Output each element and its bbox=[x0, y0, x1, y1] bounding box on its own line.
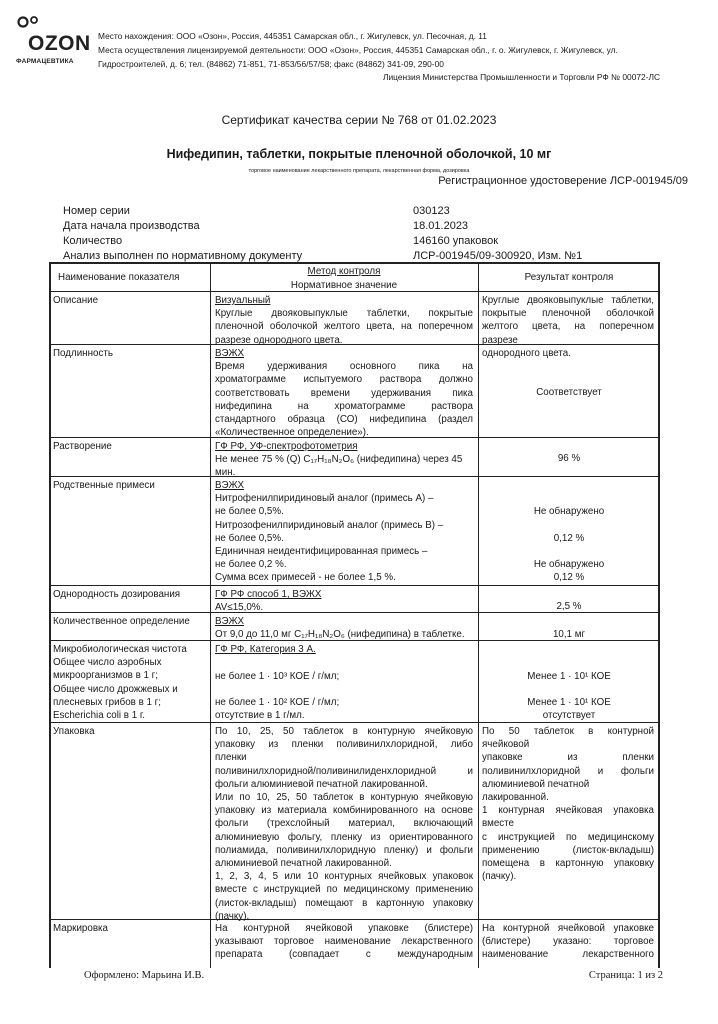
packaging-result-block bbox=[482, 725, 654, 883]
impurities-norm-line: не более 0,5%. bbox=[215, 506, 284, 518]
impurities-method: ВЭЖХ bbox=[215, 480, 245, 491]
registration-number: Регистрационное удостоверение ЛСР-001945/09 bbox=[438, 175, 688, 187]
micro-name-line: Общее число аэробных bbox=[53, 657, 162, 669]
identity-norm-line: нифедипина на хроматограмме раствора bbox=[215, 400, 473, 412]
header-address: Место нахождения: ООО «Озон», Россия, 445351 Самарская обл., г. Жигулевск, ул. Песочная, д. 11 bbox=[98, 31, 487, 41]
row-line bbox=[49, 585, 660, 586]
description-norm-line: Круглые двояковыпуклые таблетки, покрытые bbox=[215, 308, 473, 320]
description-result-line: покрытые пленочной оболочкой bbox=[482, 308, 654, 320]
identity-norm-line: соответствовать времени удерживания пика bbox=[215, 387, 473, 399]
description-result-block bbox=[482, 294, 654, 360]
micro-norm-fungi: не более 1 · 10² КОЕ / г/мл; bbox=[215, 697, 340, 708]
info-value-document: ЛСР-001945/09-300920, Изм. №1 bbox=[413, 250, 583, 262]
packaging-norm-line: (пачку). bbox=[215, 910, 250, 922]
row-name-dissolution: Растворение bbox=[53, 441, 112, 452]
identity-method: ВЭЖХ bbox=[215, 348, 245, 359]
packaging-norm-line: фольги (трехслойный материал, включающий bbox=[215, 818, 473, 830]
footer-prepared-by: Оформлено: Марьина И.В. bbox=[84, 970, 205, 981]
identity-norm-line: стандартного образца (СО) нифедипина (раздел bbox=[215, 414, 473, 426]
dissolution-method-block bbox=[215, 440, 473, 480]
micro-result-fungi: Менее 1 · 10¹ КОЕ bbox=[527, 697, 611, 708]
packaging-norm-line: Или по 10, 25, 50 таблеток в контурную ячейковую bbox=[215, 792, 473, 804]
description-result-line: однородного цвета. bbox=[482, 347, 571, 359]
logo-subtitle: ФАРМАЦЕВТИКА bbox=[16, 58, 74, 65]
micro-norm-aerobic: не более 1 · 10³ КОЕ / г/мл; bbox=[215, 671, 340, 682]
packaging-result-line: с инструкцией по медицинскому bbox=[482, 831, 654, 843]
packaging-norm-line: вместе с инструкцией по медицинскому применению bbox=[215, 884, 473, 896]
assay-result: 10,1 мг bbox=[552, 629, 586, 640]
micro-result-ecoli: отсутствует bbox=[542, 710, 596, 721]
impurities-norm-line: Нитрофенилпиридиновый аналог (примесь А) – bbox=[215, 493, 434, 505]
packaging-norm-line: (листок-вкладыш) помещают в картонную упаковку bbox=[215, 897, 473, 909]
packaging-result-line: упаковке из пленки bbox=[482, 752, 654, 764]
description-result-line: Круглые двояковыпуклые таблетки, bbox=[482, 295, 654, 306]
impurities-norm-line: не более 0,5%. bbox=[215, 532, 284, 544]
row-name-description: Описание bbox=[53, 295, 99, 306]
packaging-norm-line: упаковку из материала комбинированного на основе bbox=[215, 805, 473, 817]
description-method-block bbox=[215, 294, 473, 347]
marking-result-line: наименование лекарственного bbox=[482, 949, 654, 961]
uniformity-method: ГФ РФ способ 1, ВЭЖХ bbox=[215, 589, 322, 600]
impurities-norm-line: Сумма всех примесей - не более 1,5 %. bbox=[215, 572, 396, 584]
packaging-result-line: поливинилхлоридной и фольги bbox=[482, 765, 654, 777]
certificate-title: Сертификат качества серии № 768 от 01.02.2023 bbox=[221, 113, 497, 127]
header-license-places: Места осуществления лицензируемой деятельности: ООО «Озон», Россия, 445351 Самарская обл., г. о. Жигулевск, г. Жигулевск, ул. bbox=[98, 45, 618, 55]
packaging-result-line: По 50 таблеток в контурной ячейковой bbox=[482, 726, 654, 751]
table-border-left bbox=[49, 262, 51, 968]
header-indicator: Наименование показателя bbox=[58, 272, 180, 283]
impurities-result-a: Не обнаружено bbox=[533, 506, 605, 517]
header-method: Метод контроля bbox=[307, 266, 381, 277]
impurities-norm-line: не более 0,2 %. bbox=[215, 559, 287, 571]
identity-result: Соответствует bbox=[536, 387, 602, 398]
packaging-result-line: (пачку). bbox=[482, 871, 517, 883]
marking-norm-line: На контурной ячейковой упаковке (блистере) bbox=[215, 923, 473, 934]
row-name-impurities: Родственные примеси bbox=[53, 480, 155, 491]
packaging-norm-line: пленки bbox=[215, 752, 247, 764]
packaging-norm-line: упаковку из пленки поливинилхлоридной, либо bbox=[215, 739, 473, 751]
info-label-quantity: Количество bbox=[63, 235, 123, 247]
packaging-norm-line: поливинилхлоридной/поливинилиденхлоридной и bbox=[215, 765, 473, 777]
product-title: Нифедипин, таблетки, покрытые пленочной оболочкой, 10 мг bbox=[166, 147, 552, 161]
impurities-norm-line: Нитрозофенилпиридиновый аналог (примесь В) – bbox=[215, 519, 444, 531]
row-name-assay: Количественное определение bbox=[53, 616, 190, 627]
packaging-norm-line: 1, 2, 3, 4, 5 или 10 контурных ячейковых упаковок bbox=[215, 871, 473, 883]
marking-result-line: (блистере) указано: торговое bbox=[482, 936, 654, 948]
table-col-divider-2 bbox=[478, 262, 479, 968]
identity-method-block bbox=[215, 347, 473, 439]
uniformity-method-block bbox=[215, 588, 473, 614]
description-result-line: желтого цвета, на поперечном разрезе bbox=[482, 321, 654, 346]
packaging-norm-block bbox=[215, 725, 473, 923]
row-name-identity: Подлинность bbox=[53, 348, 113, 359]
row-name-packaging: Упаковка bbox=[53, 726, 95, 737]
micro-method: ГФ РФ, Категория 3 А. bbox=[215, 644, 316, 655]
marking-result-block bbox=[482, 922, 654, 962]
row-name-uniformity: Однородность дозирования bbox=[53, 589, 181, 600]
identity-norm-line: Время удерживания основного пика на bbox=[215, 361, 473, 373]
impurities-norm-line: Единичная неидентифицированная примесь – bbox=[215, 546, 428, 558]
micro-name-line: микроорганизмов в 1 г; bbox=[53, 670, 158, 682]
dissolution-result: 96 % bbox=[557, 453, 581, 464]
micro-name-line: Escherichia coli в 1 г. bbox=[53, 710, 145, 722]
info-value-date: 18.01.2023 bbox=[413, 220, 469, 232]
header-result: Результат контроля bbox=[524, 272, 614, 283]
dissolution-norm-line: мин. bbox=[215, 467, 236, 479]
uniformity-norm: AV≤15,0%. bbox=[215, 602, 264, 614]
impurities-method-block bbox=[215, 479, 473, 585]
description-method: Визуальный bbox=[215, 295, 271, 306]
info-label-batch: Номер серии bbox=[63, 205, 130, 217]
packaging-norm-line: По 10, 25, 50 таблеток в контурную ячейковую bbox=[215, 726, 473, 737]
marking-norm-block bbox=[215, 922, 473, 962]
micro-name-line: Общее число дрожжевых и bbox=[53, 683, 178, 695]
table-col-divider-1 bbox=[210, 262, 211, 968]
packaging-norm-line: полиамида, поливинилхлоридную пленку) и фольги bbox=[215, 844, 473, 856]
identity-norm-line: хроматограмме испытуемого раствора должно bbox=[215, 374, 473, 386]
row-name-marking: Маркировка bbox=[53, 923, 108, 934]
dissolution-method: ГФ РФ, УФ-спектрофотометрия bbox=[215, 441, 358, 452]
product-subtitle: торговое наименование лекарственного препарата, лекарственная форма, дозировка bbox=[248, 168, 470, 174]
footer-page-number: Страница: 1 из 2 bbox=[588, 970, 663, 981]
micro-result-aerobic: Менее 1 · 10¹ КОЕ bbox=[527, 671, 611, 682]
packaging-norm-line: алюминиевую фольгу, пленку из ориентированного bbox=[215, 831, 473, 843]
marking-norm-line: препарата (совпадает с международным bbox=[215, 949, 473, 961]
uniformity-result: 2,5 % bbox=[556, 601, 582, 612]
assay-norm: От 9,0 до 11,0 мг C₁₇H₁₈N₂O₆ (нифедипина) в таблетке. bbox=[215, 629, 465, 641]
micro-name-line: плесневых грибов в 1 г; bbox=[53, 696, 161, 708]
assay-method: ВЭЖХ bbox=[215, 616, 245, 627]
header-license: Лицензия Министерства Промышленности и Торговли РФ № 00072-ЛС bbox=[383, 72, 660, 82]
micro-norm-ecoli: отсутствие в 1 г/мл. bbox=[215, 710, 305, 721]
marking-result-line: На контурной ячейковой упаковке bbox=[482, 923, 654, 934]
info-value-quantity: 146160 упаковок bbox=[413, 235, 499, 247]
packaging-norm-line: фольги алюминиевой печатной лакированной. bbox=[215, 778, 428, 790]
micro-name-block bbox=[53, 643, 187, 722]
packaging-norm-line: алюминиевой печатной лакированной. bbox=[215, 858, 392, 870]
assay-method-block bbox=[215, 615, 477, 641]
info-label-document: Анализ выполнен по нормативному документу bbox=[63, 250, 303, 262]
packaging-result-line: алюминиевой печатной лакированной. bbox=[482, 778, 590, 804]
header-contacts: Гидростроителей, д. 6; тел. (84862) 71-851, 71-853/56/57/58; факс (84862) 341-09, 290-00 bbox=[98, 59, 444, 69]
packaging-result-line: помещена в картонную упаковку bbox=[482, 858, 654, 870]
table-border-right bbox=[658, 262, 660, 968]
description-norm-line: пленочной оболочкой желтого цвета, на поперечном bbox=[215, 321, 473, 333]
impurities-result-single: Не обнаружено bbox=[533, 559, 605, 570]
identity-norm-line: «Количественное определение»). bbox=[215, 427, 369, 439]
info-label-date: Дата начала производства bbox=[63, 220, 200, 232]
header-norm: Нормативное значение bbox=[290, 280, 398, 291]
description-norm-line: разрезе однородного цвета. bbox=[215, 334, 343, 346]
impurities-result-b: 0,12 % bbox=[553, 533, 585, 544]
impurities-result-sum: 0,12 % bbox=[553, 572, 585, 583]
packaging-result-line: применению (листок-вкладыш) bbox=[482, 844, 654, 856]
dissolution-norm-line: Не менее 75 % (Q) C₁₇H₁₈N₂O₆ (нифедипина) через 45 bbox=[215, 454, 463, 466]
packaging-result-line: 1 контурная ячейковая упаковка вместе bbox=[482, 805, 654, 830]
row-name-micro: Микробиологическая чистота bbox=[53, 644, 187, 655]
marking-norm-line: указывают торговое наименование лекарственного bbox=[215, 936, 473, 948]
ozon-logo bbox=[14, 16, 94, 68]
info-value-batch: 030123 bbox=[413, 205, 450, 217]
logo-wordmark: OZON bbox=[28, 32, 91, 55]
table-border-top bbox=[49, 262, 660, 264]
